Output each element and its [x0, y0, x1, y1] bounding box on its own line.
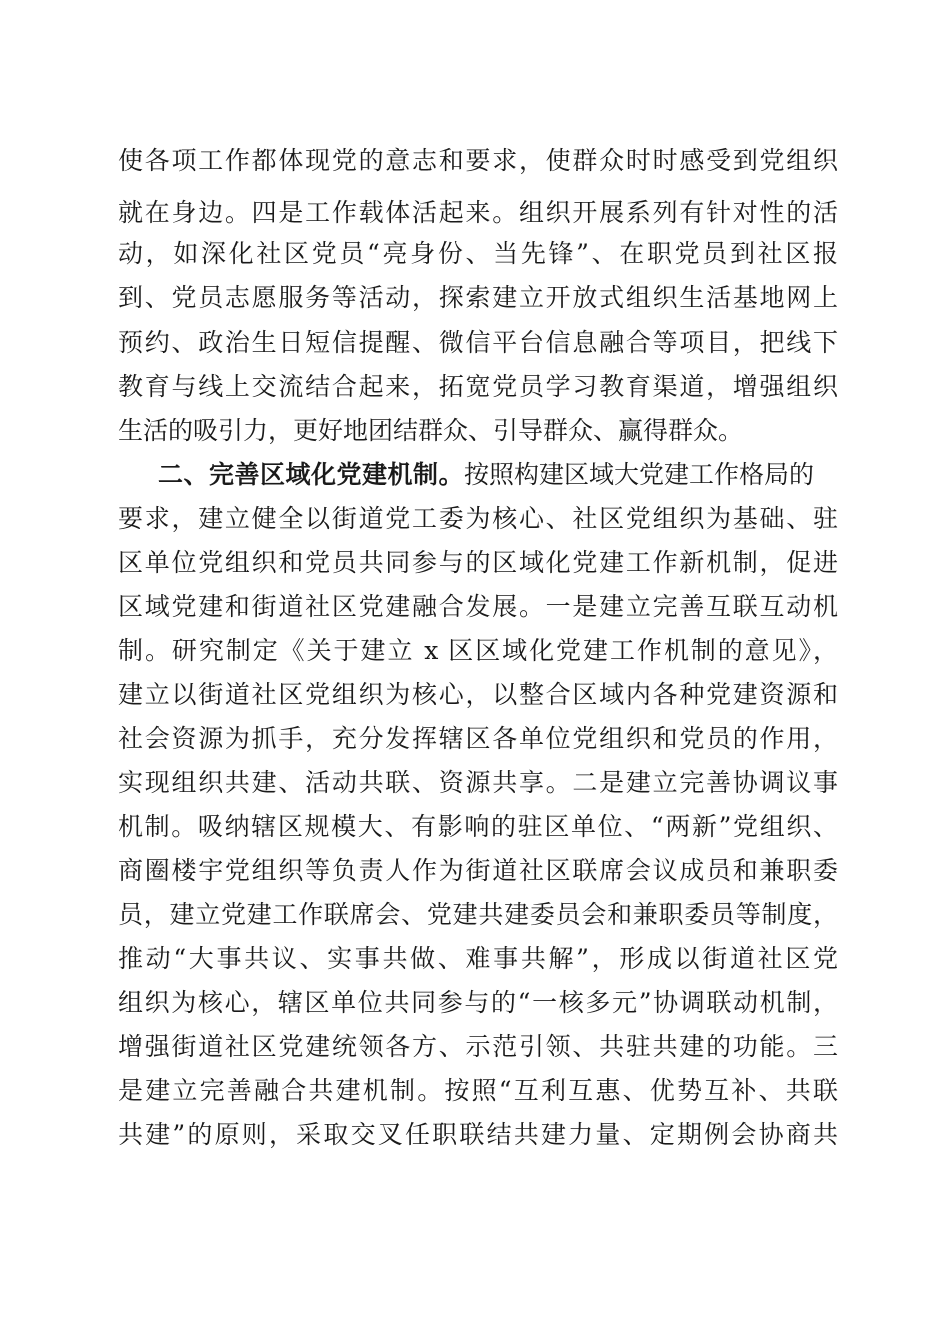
body-line: 到、党员志愿服务等活动，探索建立开放式组织生活基地网上: [118, 283, 838, 312]
body-line: 预约、政治生日短信提醒、微信平台信息融合等项目，把线下: [118, 328, 838, 357]
body-line: 使各项工作都体现党的意志和要求，使群众时时感受到党组织: [118, 146, 838, 175]
body-line: 动，如深化社区党员“亮身份、当先锋”、在职党员到社区报: [118, 239, 838, 268]
body-line: 要求，建立健全以街道党工委为核心、社区党组织为基础、驻: [118, 504, 838, 533]
body-line: 是建立完善融合共建机制。按照“互利互惠、优势互补、共联: [118, 1076, 838, 1105]
body-line: 就在身边。四是工作载体活起来。组织开展系列有针对性的活: [118, 198, 838, 227]
body-line: 员，建立党建工作联席会、党建共建委员会和兼职委员等制度，: [118, 900, 838, 929]
body-line: 组织为核心，辖区单位共同参与的“一核多元”协调联动机制，: [118, 988, 838, 1017]
section-heading-rest: 按照构建区域大党建工作格局的: [464, 460, 815, 489]
body-line: 商圈楼宇党组织等负责人作为街道社区联席会议成员和兼职委: [118, 856, 838, 885]
body-line: 共建”的原则，采取交叉任职联结共建力量、定期例会协商共: [118, 1120, 838, 1149]
body-line: 教育与线上交流结合起来，拓宽党员学习教育渠道，增强组织: [118, 372, 838, 401]
body-line: 实现组织共建、活动共联、资源共享。二是建立完善协调议事: [118, 768, 838, 797]
body-line: 建立以街道社区党组织为核心，以整合区域内各种党建资源和: [118, 680, 838, 709]
body-line: 社会资源为抓手，充分发挥辖区各单位党组织和党员的作用，: [118, 724, 838, 753]
body-line: 生活的吸引力，更好地团结群众、引导群众、赢得群众。: [118, 416, 744, 445]
body-line: 制。研究制定《关于建立 x 区区域化党建工作机制的意见》，: [118, 636, 838, 665]
body-line: 区单位党组织和党员共同参与的区域化党建工作新机制，促进: [118, 548, 838, 577]
body-line: 区域党建和街道社区党建融合发展。一是建立完善互联互动机: [118, 592, 838, 621]
section-heading: 二、完善区域化党建机制。: [158, 460, 465, 489]
section-heading-line: [118, 455, 838, 495]
body-line: 机制。吸纳辖区规模大、有影响的驻区单位、“两新”党组织、: [118, 812, 838, 841]
body-line: 推动“大事共议、实事共做、难事共解”，形成以街道社区党: [118, 944, 838, 973]
body-line: 增强街道社区党建统领各方、示范引领、共驻共建的功能。三: [118, 1032, 838, 1061]
